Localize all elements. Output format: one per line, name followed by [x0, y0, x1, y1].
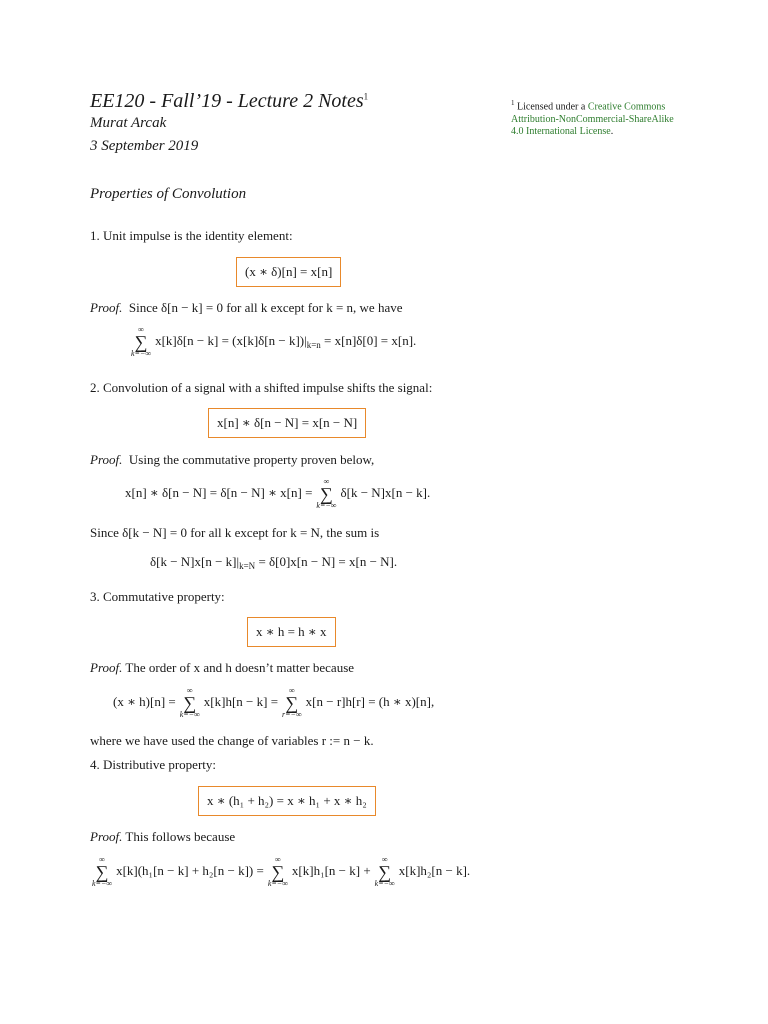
- section-title: Properties of Convolution: [90, 186, 247, 202]
- item-2-second-equation: $\delta[k - N]x[n - k]|_{k=N} = \delta[0]x[n - N] = x[n - N]$.: [150, 554, 398, 571]
- item-2-proof: Proof. Using the commutative property proven below,: [90, 452, 375, 467]
- item-4-boxed-equation: x ∗ (h₁ + h₂) = x ∗ h₁ + x ∗ h₂: [198, 786, 376, 816]
- summation-symbol: ∞ ∑ k=−∞: [374, 855, 395, 888]
- license-link[interactable]: Creative Commons Attribution-NonCommercial-ShareAlike 4.0 International License: [511, 101, 674, 138]
- summation-symbol: ∞ ∑ k=−∞: [179, 686, 200, 719]
- item-4-proof: Proof. This follows because: [90, 829, 236, 844]
- item-3-proof-equation: (x ∗ h)[n] = ∞ ∑ k=−∞ x[k]h[n − k] = ∞ ∑ r=−∞ x[n − r]h[r] = (h ∗ x)[n],: [113, 686, 435, 719]
- summation-symbol: ∞ ∑ r=−∞: [282, 686, 302, 719]
- item-3-heading: 3. Commutative property:: [90, 589, 225, 604]
- date: 3 September 2019: [90, 138, 199, 154]
- item-1-proof: Proof. Since δ[n − k] = 0 for all k except for k = n, we have: [90, 300, 403, 315]
- item-4-proof-equation: ∞ ∑ k=−∞ x[k](h₁[n − k] + h₂[n − k]) = ∞ ∑ k=−∞ x[k]h₁[n − k] + ∞ ∑ k=−∞ x[k]h₂[n − k].: [92, 855, 471, 888]
- item-1-boxed-equation: (x ∗ δ)[n] = x[n]: [236, 257, 341, 287]
- item-4-heading: 4. Distributive property:: [90, 757, 217, 772]
- license-margin-note: $^1$ Licensed under a Creative Commons Attribution-NonCommercial-ShareAlike 4.0 International License.: [511, 99, 674, 138]
- item-2-boxed-equation: x[n] ∗ δ[n − N] = x[n − N]: [208, 408, 366, 438]
- summation-symbol: ∞ ∑ k=−∞: [267, 855, 288, 888]
- author: Murat Arcak: [90, 115, 167, 131]
- item-1-heading: 1. Unit impulse is the identity element:: [90, 228, 293, 243]
- item-2-proof-equation: x[n] ∗ δ[n − N] = δ[n − N] ∗ x[n] = ∞ ∑ k=−∞ δ[k − N]x[n − k].: [125, 477, 431, 510]
- item-3-after-text: where we have used the change of variables r := n − k.: [90, 733, 374, 748]
- document-title: EE120 - Fall’19 - Lecture 2 Notes$^1$: [90, 90, 369, 112]
- item-2-mid-text: Since δ[k − N] = 0 for all k except for k = N, the sum is: [90, 525, 380, 540]
- item-2-heading: 2. Convolution of a signal with a shifted impulse shifts the signal:: [90, 380, 433, 395]
- summation-symbol: ∞ ∑ k=−∞: [316, 477, 337, 510]
- footnote-mark: 1: [363, 91, 369, 102]
- summation-symbol: ∞ ∑ k=−∞: [92, 855, 113, 888]
- item-3-boxed-equation: x ∗ h = h ∗ x: [247, 617, 336, 647]
- item-1-proof-equation: ∞ ∑ k=−∞ $x[k]\delta[n - k] = (x[k]\delta[n - k])|_{k=n} = x[n]\delta[0] = x[n]$.: [131, 325, 417, 358]
- summation-symbol: ∞ ∑ k=−∞: [131, 325, 152, 358]
- item-3-proof: Proof. The order of x and h doesn’t matter because: [90, 660, 355, 675]
